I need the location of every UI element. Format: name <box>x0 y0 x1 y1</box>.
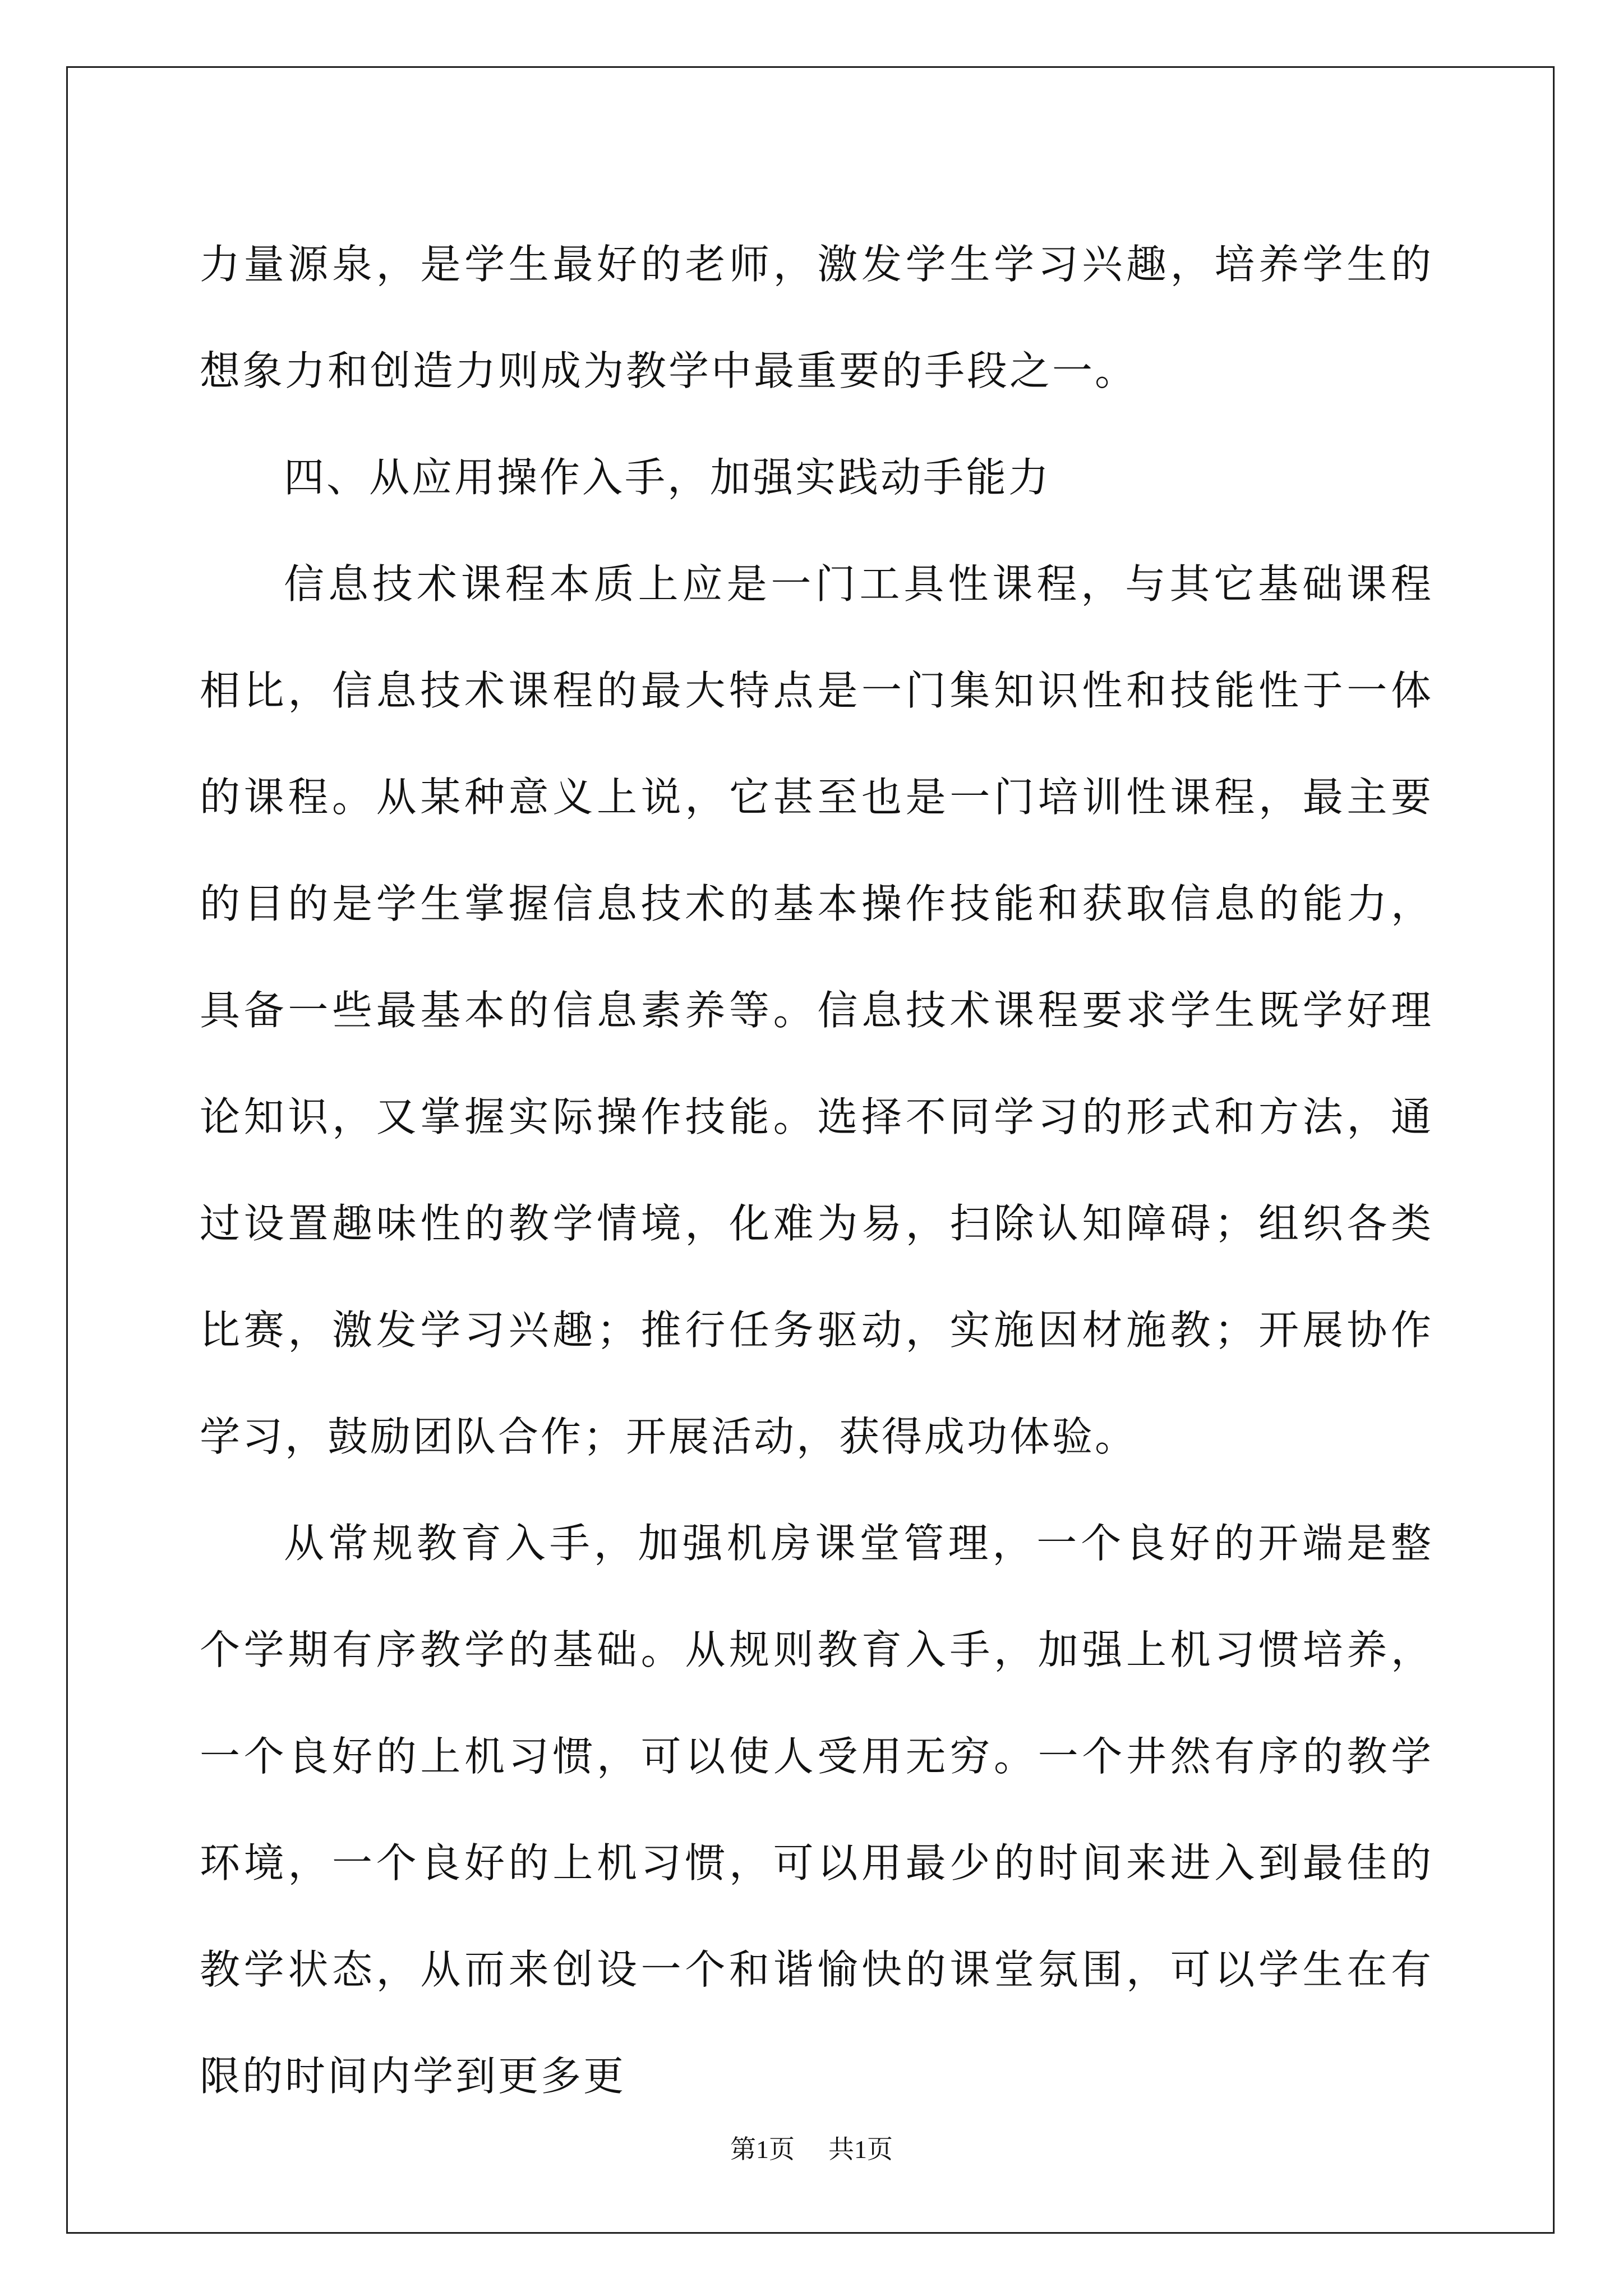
page-total: 共1页 <box>828 2135 893 2164</box>
paragraph-3: 从常规教育入手，加强机房课堂管理，一个良好的开端是整个学期有序教学的基础。从规则教育入手，加强上机习惯培养，一个良好的上机习惯，可以使人受用无穷。一个井然有序的教学环境，一个良好的上机习惯，可以用最少的时间来进入到最佳的教学状态，从而来创设一个和谐愉快的课堂氛围，可以学生在有限的时间内学到更多更 <box>200 1520 1433 2100</box>
section-heading: 四、从应用操作入手，加强实践动手能力 <box>284 454 1052 501</box>
page-number: 第1页 <box>730 2135 795 2164</box>
document-body <box>200 211 1433 2129</box>
paragraph-2: 信息技术课程本质上应是一门工具性课程，与其它基础课程相比，信息技术课程的最大特点是一门集知识性和技能性于一体的课程。从某种意义上说，它甚至也是一门培训性课程，最主要的目的是学生掌握信息技术的基本操作技能和获取信息的能力，具备一些最基本的信息素养等。信息技术课程要求学生既学好理论知识，又掌握实际操作技能。选择不同学习的形式和方法，通过设置趣味性的教学情境，化难为易，扫除认知障碍；组织各类比赛，激发学习兴趣；推行任务驱动，实施因材施教；开展协作学习，鼓励团队合作；开展活动，获得成功体验。 <box>200 560 1433 1460</box>
paragraph-1: 力量源泉，是学生最好的老师，激发学生学习兴趣，培养学生的想象力和创造力则成为教学中最重要的手段之一。 <box>200 241 1433 394</box>
page-footer <box>0 2129 1623 2166</box>
